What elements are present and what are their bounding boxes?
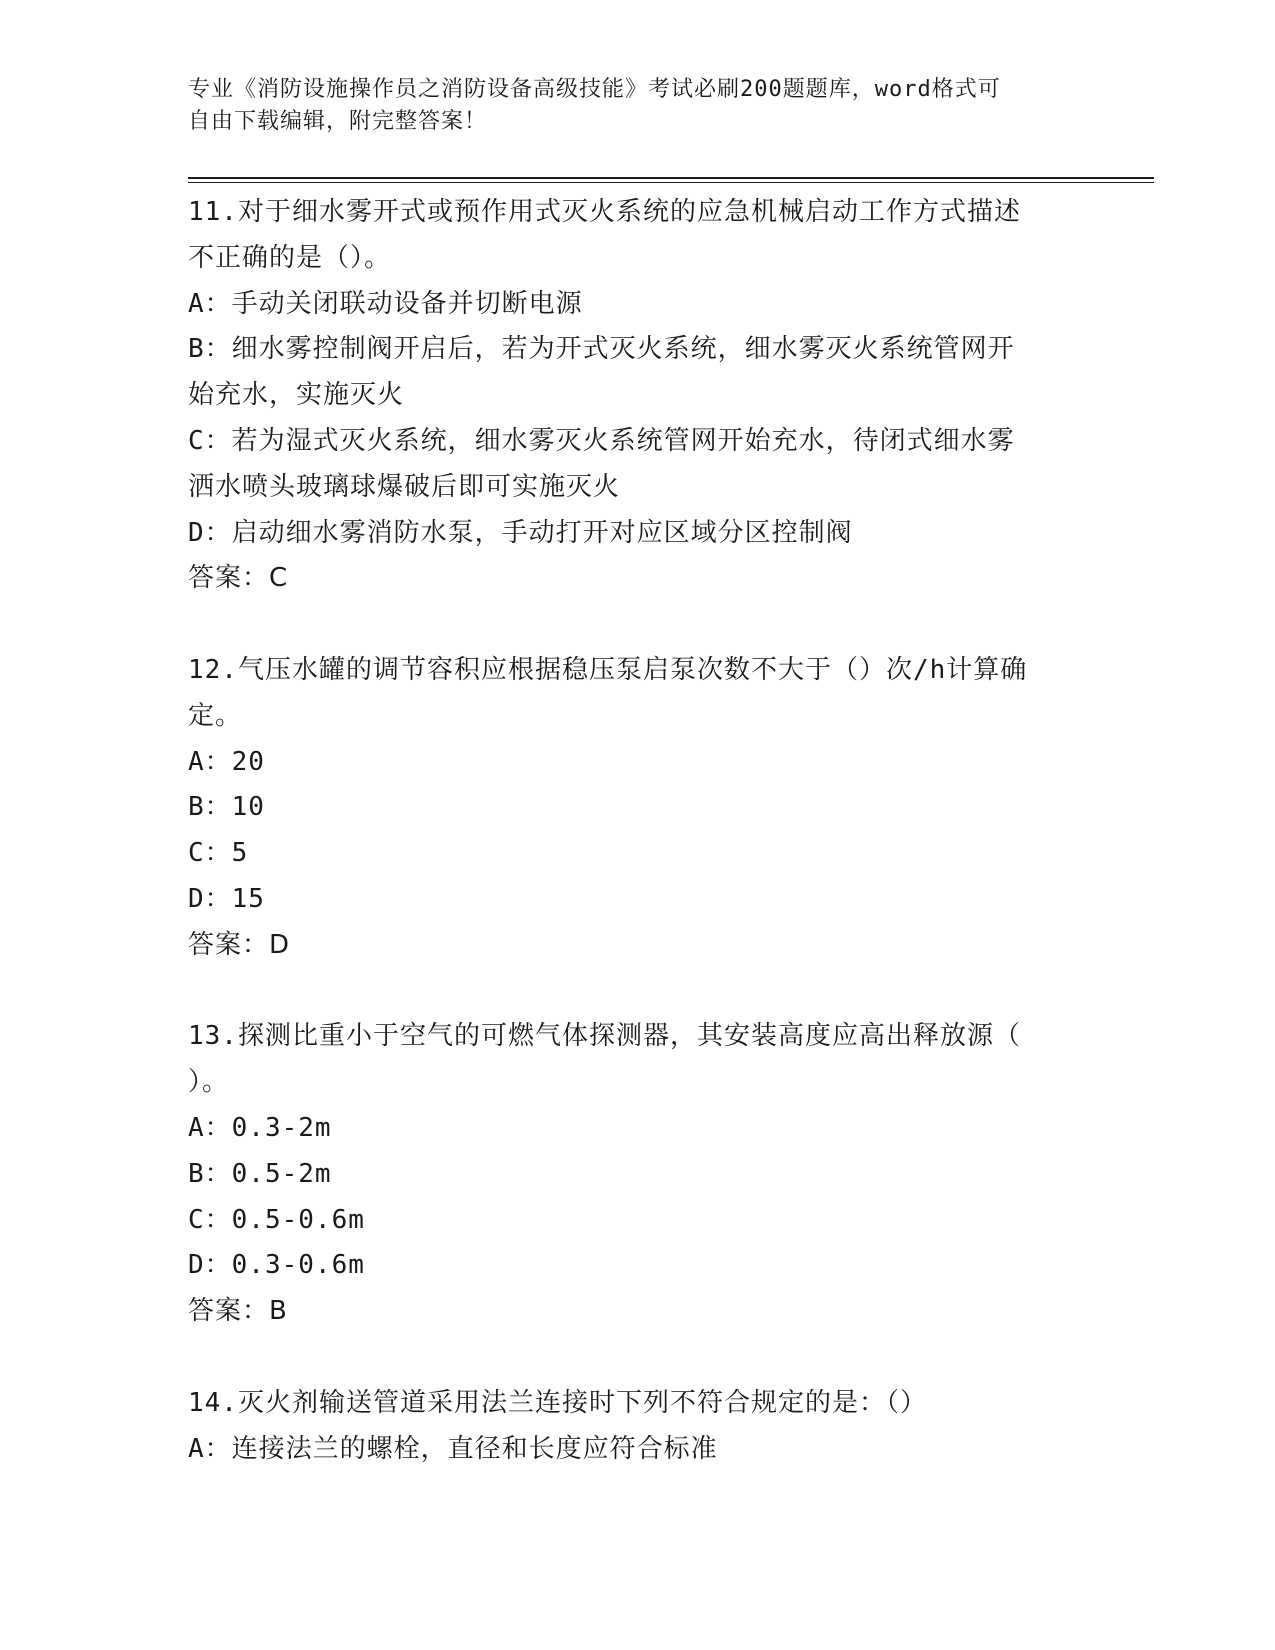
option-line: B：细水雾控制阀开启后，若为开式灭火系统，细水雾灭火系统管网开	[188, 334, 1015, 365]
option-line: C：0.5-0.6m	[188, 1204, 365, 1235]
question-block	[188, 1381, 1088, 1473]
header-rule-thin	[188, 182, 1154, 183]
question-stem-line: 13.探测比重小于空气的可燃气体探测器，其安装高度应高出释放源（	[188, 1021, 1021, 1052]
question-stem-line: 14.灭火剂输送管道采用法兰连接时下列不符合规定的是：（）	[188, 1387, 927, 1418]
question-block	[188, 190, 1088, 648]
question-stem-line: 12.气压水罐的调节容积应根据稳压泵启泵次数不大于（）次/h计算确	[188, 654, 1028, 685]
question-gap	[188, 1335, 1088, 1381]
question-gap	[188, 602, 1088, 648]
option-line: D：0.3-0.6m	[188, 1250, 365, 1281]
option-line: A：连接法兰的螺栓，直径和长度应符合标准	[188, 1433, 718, 1464]
option-line: A：20	[188, 746, 265, 777]
answer-line: 答案：B	[188, 1296, 288, 1327]
option-line: 洒水喷头玻璃球爆破后即可实施灭火	[188, 471, 621, 502]
option-line: D：启动细水雾消防水泵，手动打开对应区域分区控制阀	[188, 517, 853, 548]
document-header	[188, 74, 1068, 138]
question-block	[188, 1014, 1088, 1380]
question-gap	[188, 969, 1088, 1015]
header-line-1: 专业《消防设施操作员之消防设备高级技能》考试必刷200题题库，word格式可	[188, 77, 1001, 102]
question-stem-line: ）。	[188, 1067, 230, 1098]
option-line: C：若为湿式灭火系统，细水雾灭火系统管网开始充水，待闭式细水雾	[188, 425, 1015, 456]
question-stem-line: 定。	[188, 700, 243, 731]
option-line: 始充水，实施灭火	[188, 380, 405, 411]
option-line: D：15	[188, 883, 265, 914]
question-stem-line: 11.对于细水雾开式或预作用式灭火系统的应急机械启动工作方式描述	[188, 197, 1021, 227]
header-line-2: 自由下载编辑，附完整答案！	[188, 109, 488, 134]
option-line: B：10	[188, 792, 265, 823]
question-stem-line: 不正确的是（）。	[188, 242, 392, 273]
question-block	[188, 648, 1088, 1014]
question-list	[188, 190, 1088, 1472]
option-line: B：0.5-2m	[188, 1158, 332, 1189]
option-line: A：手动关闭联动设备并切断电源	[188, 288, 583, 319]
answer-line: 答案：C	[188, 563, 289, 594]
header-rule-thick	[188, 177, 1154, 179]
option-line: C：5	[188, 838, 249, 869]
answer-line: 答案：D	[188, 929, 291, 960]
option-line: A：0.3-2m	[188, 1112, 332, 1143]
